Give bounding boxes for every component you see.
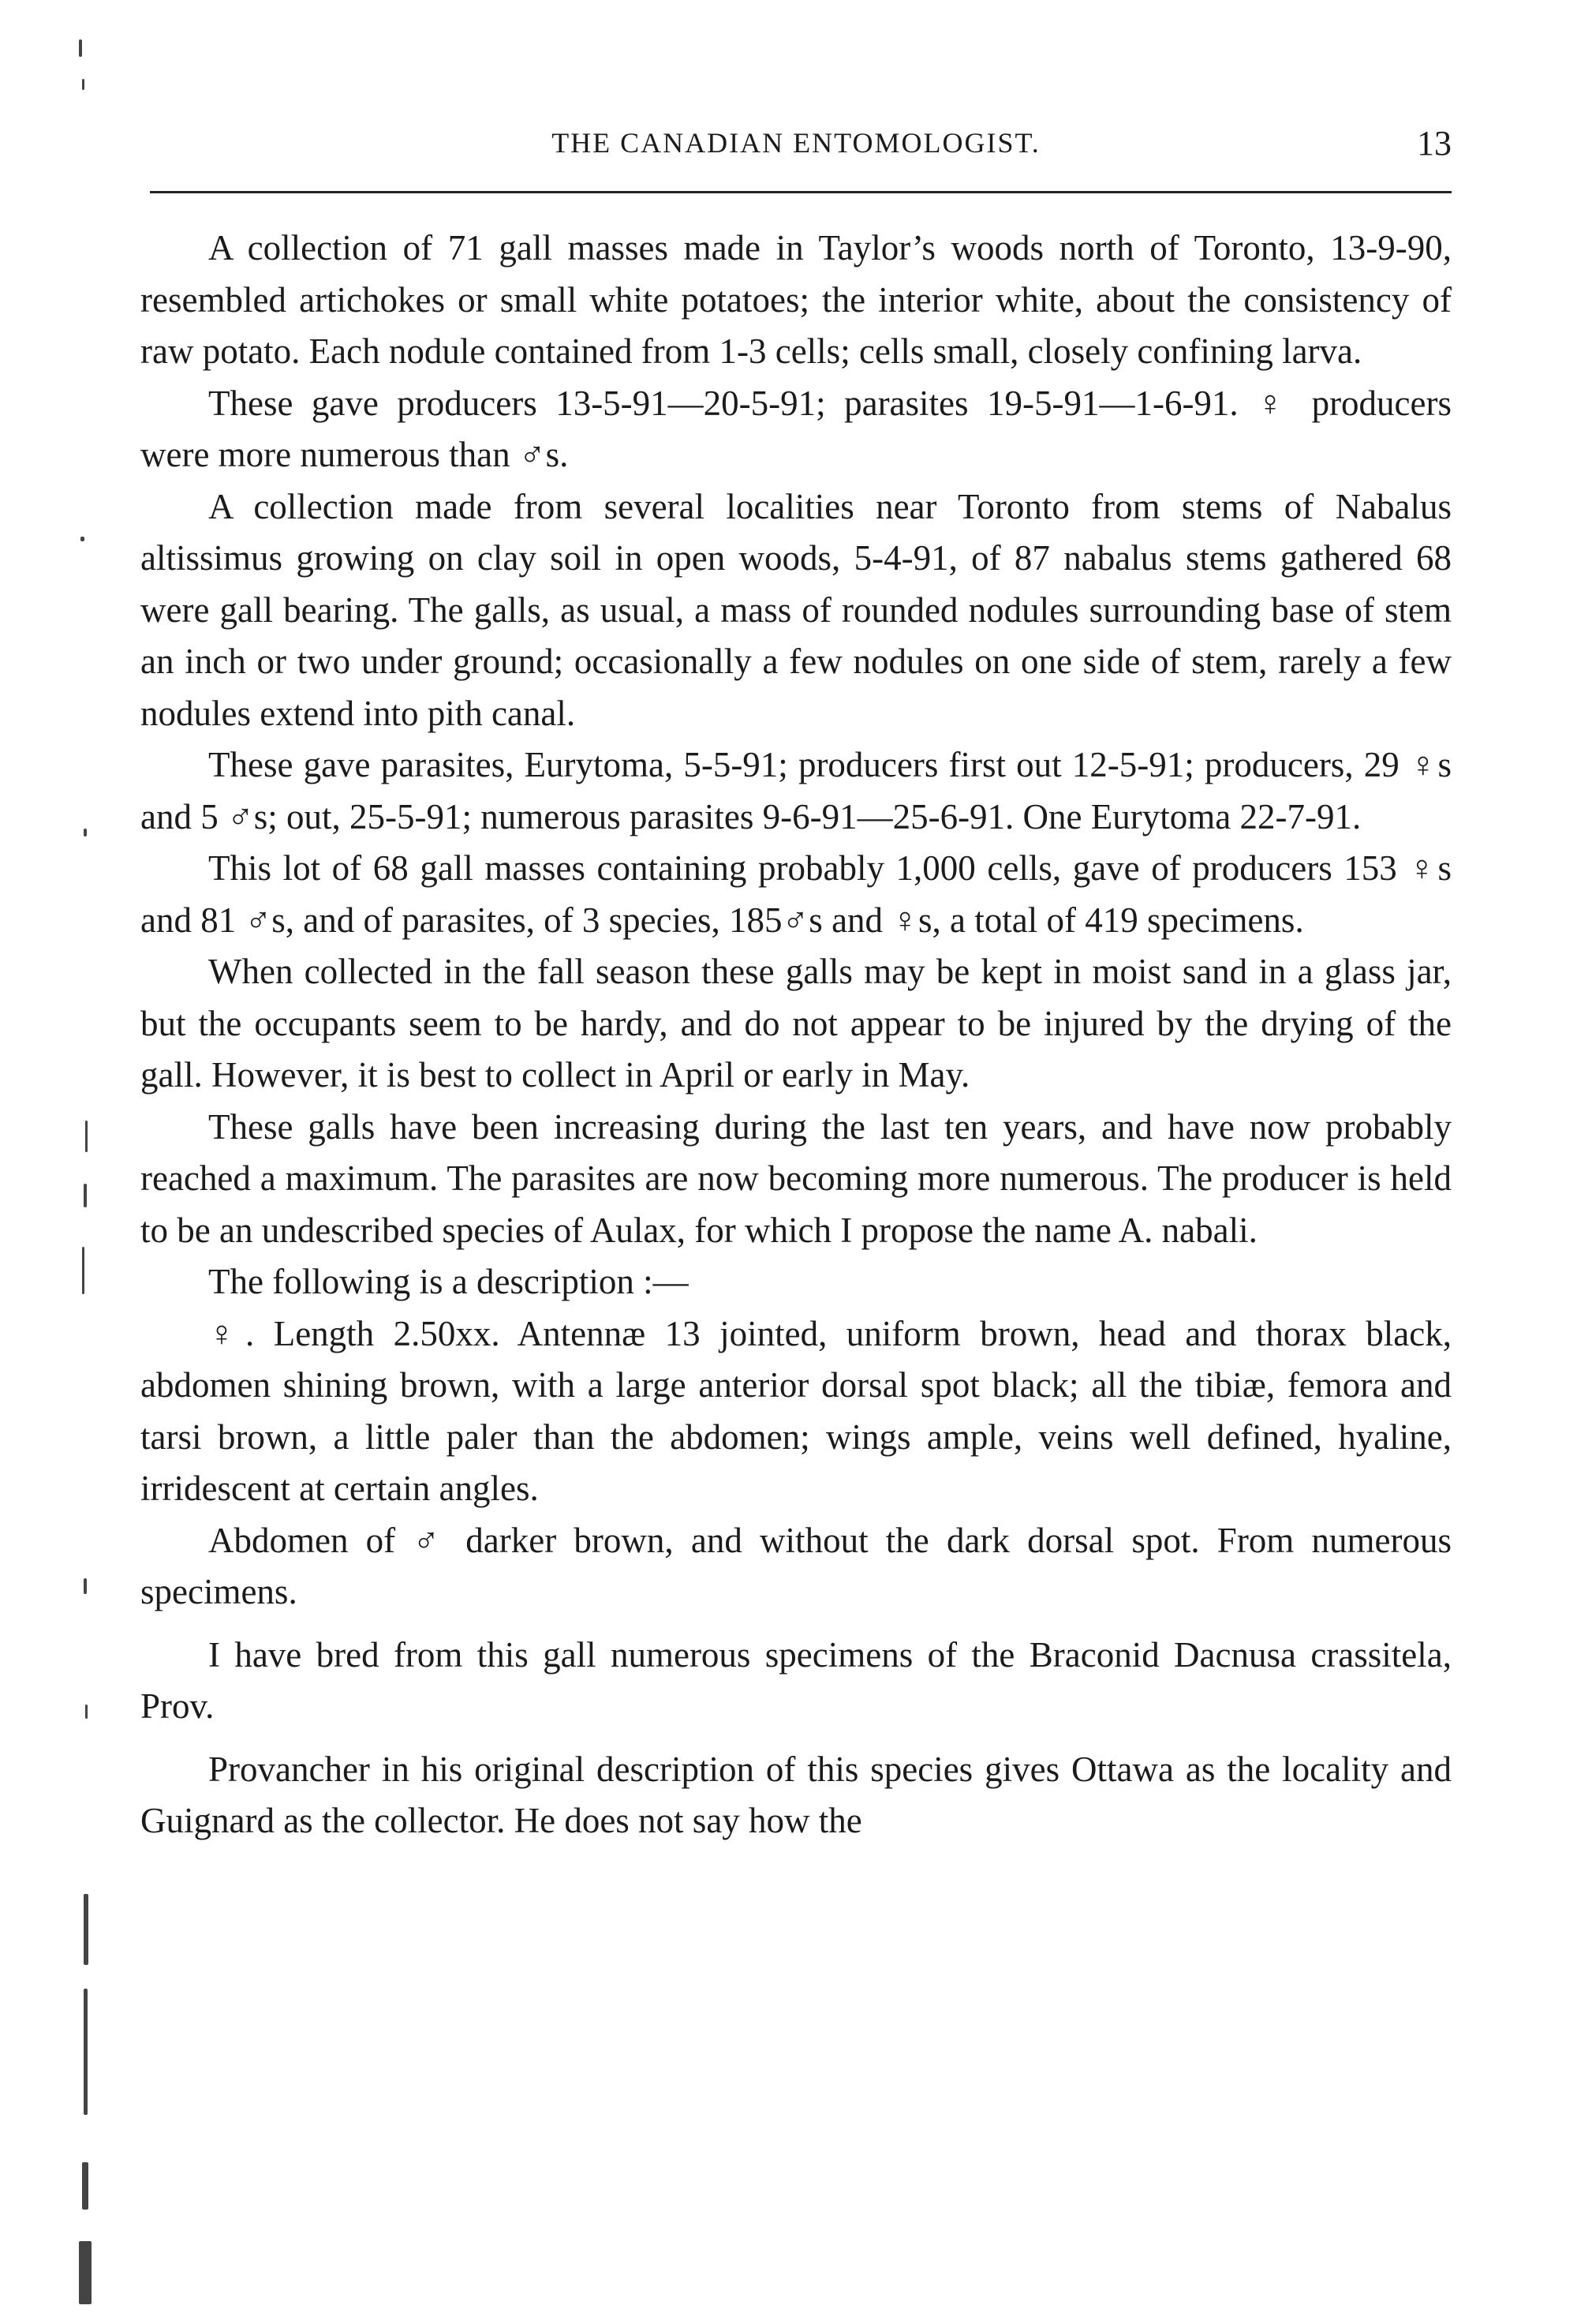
paragraph: A collection of 71 gall masses made in Taylor’s woods north of Toronto, 13-9-90, resembled artichokes or small white potatoes; the interior white, about the consistency of raw potato. Each nodule contained from 1-3 cells; cells small, closely confining larva. bbox=[140, 228, 1452, 371]
paragraph: These gave producers 13-5-91—20-5-91; parasites 19-5-91—1-6-91. ♀ producers were more numerous than ♂s. bbox=[140, 383, 1452, 474]
paragraph: These galls have been increasing during the last ten years, and have now probably reached a maximum. The parasites are now becoming more numerous. The producer is held to be an undescribed species of Aulax, for which I propose the name A. nabali. bbox=[140, 1106, 1452, 1250]
paragraph: When collected in the fall season these galls may be kept in moist sand in a glass jar, but the occupants seem to be hardy, and do not appear to be injured by the drying of the gall. However, it is best to collect in April or early in May. bbox=[140, 952, 1452, 1095]
journal-title: THE CANADIAN ENTOMOLOGIST. bbox=[551, 127, 1041, 159]
paragraph: Abdomen of ♂ darker brown, and without the dark dorsal spot. From numerous specimens. bbox=[140, 1520, 1452, 1611]
paragraph: ♀. Length 2.50xx. Antennæ 13 jointed, uniform brown, head and thorax black, abdomen shining brown, with a large anterior dorsal spot black; all the tibiæ, femora and tarsi brown, a little paler than the abdomen; wings ample, veins well defined, hyaline, irridescent at certain angles. bbox=[140, 1313, 1452, 1508]
page-number: 13 bbox=[1417, 124, 1452, 163]
page bbox=[140, 118, 1452, 1840]
paragraph: Provancher in his original description of this species gives Ottawa as the locality and Guignard as the collector. He does not say how the bbox=[140, 1749, 1452, 1840]
article-body bbox=[140, 223, 1452, 1847]
margin-binding-marks bbox=[79, 32, 126, 2304]
header-rule bbox=[150, 191, 1452, 193]
running-header bbox=[140, 118, 1452, 170]
paragraph: I have bred from this gall numerous specimens of the Braconid Dacnusa crassitela, Prov. bbox=[140, 1634, 1452, 1726]
paragraph: This lot of 68 gall masses containing probably 1,000 cells, gave of producers 153 ♀s and 81 ♂s, and of parasites, of 3 species, 185♂s and ♀s, a total of 419 specimens. bbox=[140, 848, 1452, 940]
paragraph: The following is a description :— bbox=[208, 1262, 689, 1301]
paragraph: A collection made from several localities near Toronto from stems of Nabalus altissimus growing on clay soil in open woods, 5-4-91, of 87 nabalus stems gathered 68 were gall bearing. The galls, as usual, a mass of rounded nodules surrounding base of stem an inch or two under ground; occasionally a few nodules on one side of stem, rarely a few nodules extend into pith canal. bbox=[140, 486, 1452, 733]
paragraph: These gave parasites, Eurytoma, 5-5-91; producers first out 12-5-91; producers, 29 ♀s and 5 ♂s; out, 25-5-91; numerous parasites 9-6-91—25-6-91. One Eurytoma 22-7-91. bbox=[140, 745, 1452, 836]
